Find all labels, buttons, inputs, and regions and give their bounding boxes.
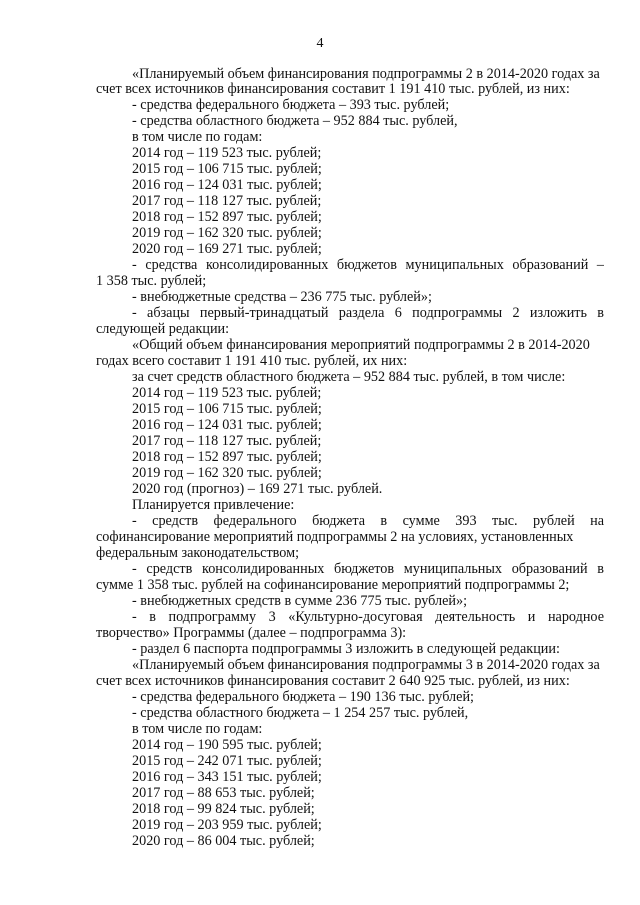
text-line-13: - средства консолидированных бюджетов муниципальных образований – [132, 257, 604, 273]
text-line-41: - средства областного бюджета – 1 254 257 тыс. рублей, [132, 705, 469, 721]
text-line-4: - средства областного бюджета – 952 884 тыс. рублей, [132, 113, 458, 129]
text-line-27: 2020 год (прогноз) – 169 271 тыс. рублей. [132, 481, 383, 497]
text-line-18: «Общий объем финансирования мероприятий подпрограммы 2 в 2014-2020 [132, 337, 590, 353]
text-line-47: 2018 год – 99 824 тыс. рублей; [132, 801, 315, 817]
text-line-28: Планируется привлечение: [132, 497, 295, 513]
text-line-33: сумме 1 358 тыс. рублей на софинансирование мероприятий подпрограммы 2; [96, 577, 570, 593]
text-line-2: счет всех источников финансирования составит 1 191 410 тыс. рублей, из них: [96, 81, 570, 97]
text-line-10: 2018 год – 152 897 тыс. рублей; [132, 209, 322, 225]
text-line-9: 2017 год – 118 127 тыс. рублей; [132, 193, 322, 209]
text-line-20: за счет средств областного бюджета – 952 884 тыс. рублей, в том числе: [132, 369, 566, 385]
text-line-48: 2019 год – 203 959 тыс. рублей; [132, 817, 322, 833]
text-line-12: 2020 год – 169 271 тыс. рублей; [132, 241, 322, 257]
text-line-36: творчество» Программы (далее – подпрограмма 3): [96, 625, 407, 641]
text-line-19: годах всего составит 1 191 410 тыс. рублей, их них: [96, 353, 408, 369]
text-line-38: «Планируемый объем финансирования подпрограммы 3 в 2014-2020 годах за [132, 657, 600, 673]
text-line-45: 2016 год – 343 151 тыс. рублей; [132, 769, 322, 785]
text-line-39: счет всех источников финансирования составит 2 640 925 тыс. рублей, из них: [96, 673, 570, 689]
text-line-15: - внебюджетные средства – 236 775 тыс. рублей»; [132, 289, 432, 305]
text-line-44: 2015 год – 242 071 тыс. рублей; [132, 753, 322, 769]
text-line-34: - внебюджетных средств в сумме 236 775 тыс. рублей»; [132, 593, 468, 609]
text-line-30: софинансирование мероприятий подпрограммы 2 на условиях, установленных [96, 529, 574, 545]
text-line-11: 2019 год – 162 320 тыс. рублей; [132, 225, 322, 241]
text-line-3: - средства федерального бюджета – 393 тыс. рублей; [132, 97, 450, 113]
text-line-25: 2018 год – 152 897 тыс. рублей; [132, 449, 322, 465]
text-line-6: 2014 год – 119 523 тыс. рублей; [132, 145, 322, 161]
text-line-24: 2017 год – 118 127 тыс. рублей; [132, 433, 322, 449]
text-line-43: 2014 год – 190 595 тыс. рублей; [132, 737, 322, 753]
text-line-32: - средств консолидированных бюджетов муниципальных образований в [132, 561, 604, 577]
page-number: 4 [316, 36, 324, 51]
text-line-5: в том числе по годам: [132, 129, 263, 145]
text-line-22: 2015 год – 106 715 тыс. рублей; [132, 401, 322, 417]
text-line-42: в том числе по годам: [132, 721, 263, 737]
text-line-37: - раздел 6 паспорта подпрограммы 3 изложить в следующей редакции: [132, 641, 560, 657]
text-line-1: «Планируемый объем финансирования подпрограммы 2 в 2014-2020 годах за [132, 66, 600, 82]
text-line-40: - средства федерального бюджета – 190 136 тыс. рублей; [132, 689, 474, 705]
text-line-23: 2016 год – 124 031 тыс. рублей; [132, 417, 322, 433]
text-line-7: 2015 год – 106 715 тыс. рублей; [132, 161, 322, 177]
text-line-21: 2014 год – 119 523 тыс. рублей; [132, 385, 322, 401]
text-line-35: - в подпрограмму 3 «Культурно-досуговая деятельность и народное [132, 609, 604, 625]
text-line-49: 2020 год – 86 004 тыс. рублей; [132, 833, 315, 849]
text-line-29: - средств федерального бюджета в сумме 393 тыс. рублей на [132, 513, 604, 529]
text-line-17: следующей редакции: [96, 321, 230, 337]
text-line-16: - абзацы первый-тринадцатый раздела 6 подпрограммы 2 изложить в [132, 305, 604, 321]
text-line-8: 2016 год – 124 031 тыс. рублей; [132, 177, 322, 193]
text-line-31: федеральным законодательством; [96, 545, 300, 561]
text-line-46: 2017 год – 88 653 тыс. рублей; [132, 785, 315, 801]
text-line-14: 1 358 тыс. рублей; [96, 273, 207, 289]
text-line-26: 2019 год – 162 320 тыс. рублей; [132, 465, 322, 481]
